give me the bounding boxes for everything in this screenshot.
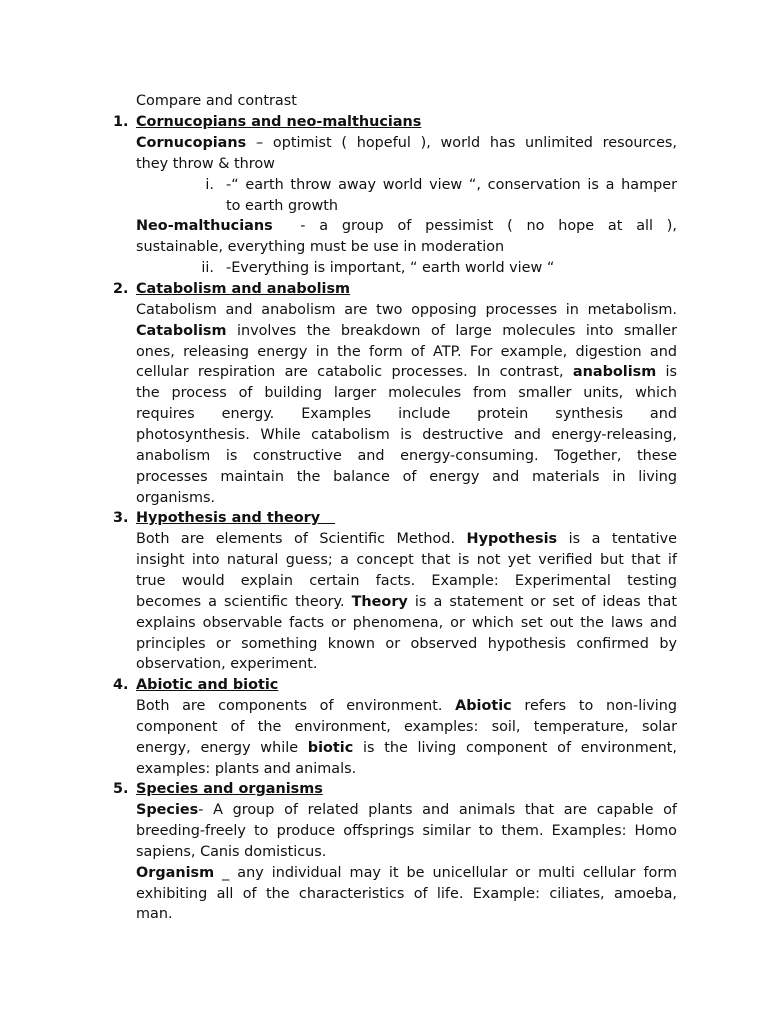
s3-line-1: Both are elements of Scientific Method. Hypothesis is a tentative: [136, 531, 677, 547]
section-2-heading: Catabolism and anabolism: [136, 281, 351, 297]
s2-line-5: the process of building larger molecules from smaller units, which: [136, 385, 677, 401]
section-4-number: 4.: [113, 677, 129, 693]
s2-line-3: ones, releasing energy in the form of ATP. For example, digestion and: [136, 344, 677, 360]
section-1-heading: Cornucopians and neo-malthucians: [136, 114, 422, 130]
cornucopians-line-1: Cornucopians – optimist ( hopeful ), world has unlimited resources,: [136, 135, 677, 151]
s2-line-7: photosynthesis. While catabolism is destructive and energy-releasing,: [136, 427, 677, 443]
s2-line-2: Catabolism involves the breakdown of large molecules into smaller: [136, 323, 677, 339]
s3-line-7: observation, experiment.: [136, 656, 318, 672]
species-term: Species: [136, 802, 199, 818]
cornucopians-term: Cornucopians: [136, 135, 247, 151]
sub-item-ii-line-1: -Everything is important, “ earth world view “: [226, 260, 555, 276]
s5-line-3: sapiens, Canis domisticus.: [136, 844, 327, 860]
organism-term: Organism: [136, 865, 215, 881]
s3-line-4: becomes a scientific theory. Theory is a statement or set of ideas that: [136, 594, 677, 610]
catabolism-term: Catabolism: [136, 323, 227, 339]
list-marker-i: i.: [205, 177, 214, 193]
sub-item-i-line-1: -“ earth throw away world view “, conservation is a hamper: [226, 177, 677, 193]
s2-line-9: processes maintain the balance of energy and materials in living: [136, 469, 677, 485]
section-5-heading: Species and organisms: [136, 781, 323, 797]
s4-line-2: component of the environment, examples: soil, temperature, solar: [136, 719, 677, 735]
s5-line-1: Species- A group of related plants and animals that are capable of: [136, 802, 677, 818]
intro-text: Compare and contrast: [136, 93, 297, 109]
theory-term: Theory: [351, 594, 408, 610]
section-3-number: 3.: [113, 510, 129, 526]
s5-line-6: man.: [136, 906, 173, 922]
s2-line-6: requires energy. Examples include protein synthesis and: [136, 406, 677, 422]
abiotic-term: Abiotic: [455, 698, 512, 714]
s4-line-3: energy, energy while biotic is the living component of environment,: [136, 740, 677, 756]
s5-line-4: Organism _ any individual may it be unicellular or multi cellular form: [136, 865, 677, 881]
neo-malthucians-line-1: Neo-malthucians - a group of pessimist ( no hope at all ),: [136, 218, 677, 234]
s3-line-3: true would explain certain facts. Example: Experimental testing: [136, 573, 677, 589]
s2-line-4: cellular respiration are catabolic processes. In contrast, anabolism is: [136, 364, 677, 380]
list-marker-ii: ii.: [201, 260, 214, 276]
s3-line-5: explains observable facts or phenomena, or which set out the laws and: [136, 615, 677, 631]
section-5-number: 5.: [113, 781, 129, 797]
s5-line-2: breeding-freely to produce offsprings similar to them. Examples: Homo: [136, 823, 677, 839]
s2-line-8: anabolism is constructive and energy-consuming. Together, these: [136, 448, 677, 464]
neo-malthucians-line-2: sustainable, everything must be use in moderation: [136, 239, 505, 255]
section-3-heading: Hypothesis and theory: [136, 510, 336, 526]
s2-line-1: Catabolism and anabolism are two opposing processes in metabolism.: [136, 302, 677, 318]
cornucopians-line-2: they throw & throw: [136, 156, 275, 172]
s4-line-4: examples: plants and animals.: [136, 761, 357, 777]
s2-line-10: organisms.: [136, 490, 216, 506]
hypothesis-term: Hypothesis: [466, 531, 558, 547]
anabolism-term: anabolism: [572, 364, 657, 380]
section-1-number: 1.: [113, 114, 129, 130]
section-2-number: 2.: [113, 281, 129, 297]
s3-line-6: principles or something known or observed hypothesis confirmed by: [136, 636, 677, 652]
biotic-term: biotic: [307, 740, 354, 756]
s5-line-5: exhibiting all of the characteristics of life. Example: ciliates, amoeba,: [136, 886, 677, 902]
s3-line-2: insight into natural guess; a concept that is not yet verified but that if: [136, 552, 677, 568]
sub-item-i-line-2: to earth growth: [226, 198, 339, 214]
s4-line-1: Both are components of environment. Abiotic refers to non-living: [136, 698, 677, 714]
section-4-heading: Abiotic and biotic: [136, 677, 279, 693]
neo-malthucians-term: Neo-malthucians: [136, 218, 273, 234]
